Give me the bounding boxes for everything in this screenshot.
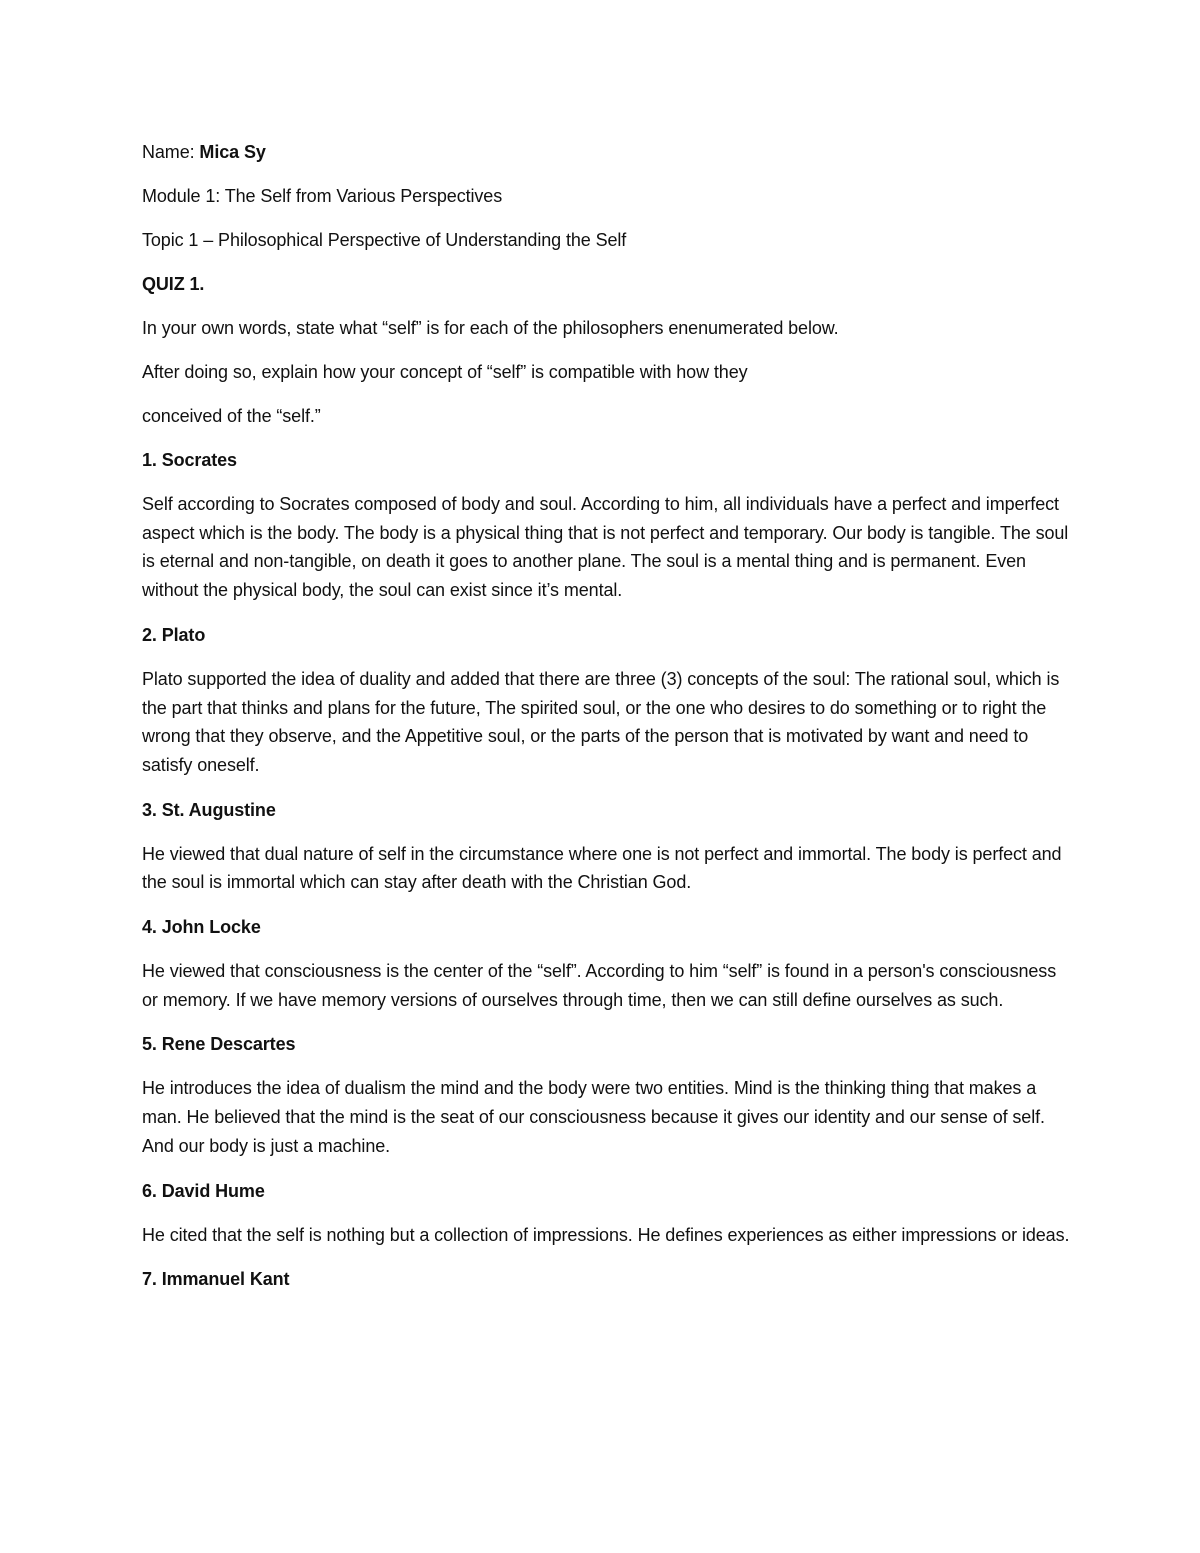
quiz-label: QUIZ 1. (142, 274, 205, 294)
instruction-line-2: After doing so, explain how your concept of “self” is compatible with how they (142, 362, 748, 382)
quiz-title (142, 270, 1072, 298)
section-heading-kant: 7. Immanuel Kant (142, 1269, 290, 1290)
name-line (142, 138, 1072, 166)
section-body-augustine: He viewed that dual nature of self in the circumstance where one is not perfect and immortal. The body is perfect and the soul is immortal which can stay after death with the Christian God. (142, 843, 1062, 893)
document-page (142, 138, 1072, 1309)
section-heading-augustine: 3. St. Augustine (142, 799, 276, 820)
section-body-socrates: Self according to Socrates composed of body and soul. According to him, all individuals have a perfect and imperfect aspect which is the body. The body is a physical thing that is not perfect and temporary. Our body is tangible. The soul is eternal and non-tangible, on death it goes to another plane. The soul is a mental thing and is permanent. Even without the physical body, the soul can exist since it’s mental. (142, 494, 1069, 601)
section-body-locke: He viewed that consciousness is the center of the “self”. According to him “self” is found in a person's consciousness or memory. If we have memory versions of ourselves through time, then we can still define ourselves as such. (142, 961, 1057, 1010)
section-heading-hume: 6. David Hume (142, 1180, 265, 1201)
section-body-descartes: He introduces the idea of dualism the mind and the body were two entities. Mind is the thinking thing that makes a man. He believed that the mind is the seat of our consciousness because it gives our identity and our sense of self. And our body is just a machine. (142, 1078, 1045, 1156)
section-body-plato: Plato supported the idea of duality and added that there are three (3) concepts of the soul: The rational soul, which is the part that thinks and plans for the future, The spirited soul, or the one who desires to do something or to right the wrong that they observe, and the Appetitive soul, or the parts of the person that is motivated by want and need to satisfy oneself. (142, 668, 1060, 775)
instruction-line-1: In your own words, state what “self” is for each of the philosophers enenumerated below. (142, 318, 839, 338)
name-label: Name: (142, 142, 200, 162)
student-name: Mica Sy (199, 142, 266, 162)
instruction-line-3: conceived of the “self.” (142, 406, 321, 426)
section-body-hume: He cited that the self is nothing but a collection of impressions. He defines experiences as either impressions or ideas. (142, 1224, 1070, 1245)
topic-title: Topic 1 – Philosophical Perspective of Understanding the Self (142, 230, 627, 250)
section-heading-descartes: 5. Rene Descartes (142, 1034, 296, 1055)
module-title: Module 1: The Self from Various Perspectives (142, 186, 503, 206)
section-heading-plato: 2. Plato (142, 624, 206, 645)
section-heading-socrates: 1. Socrates (142, 450, 237, 470)
section-heading-locke: 4. John Locke (142, 917, 261, 938)
